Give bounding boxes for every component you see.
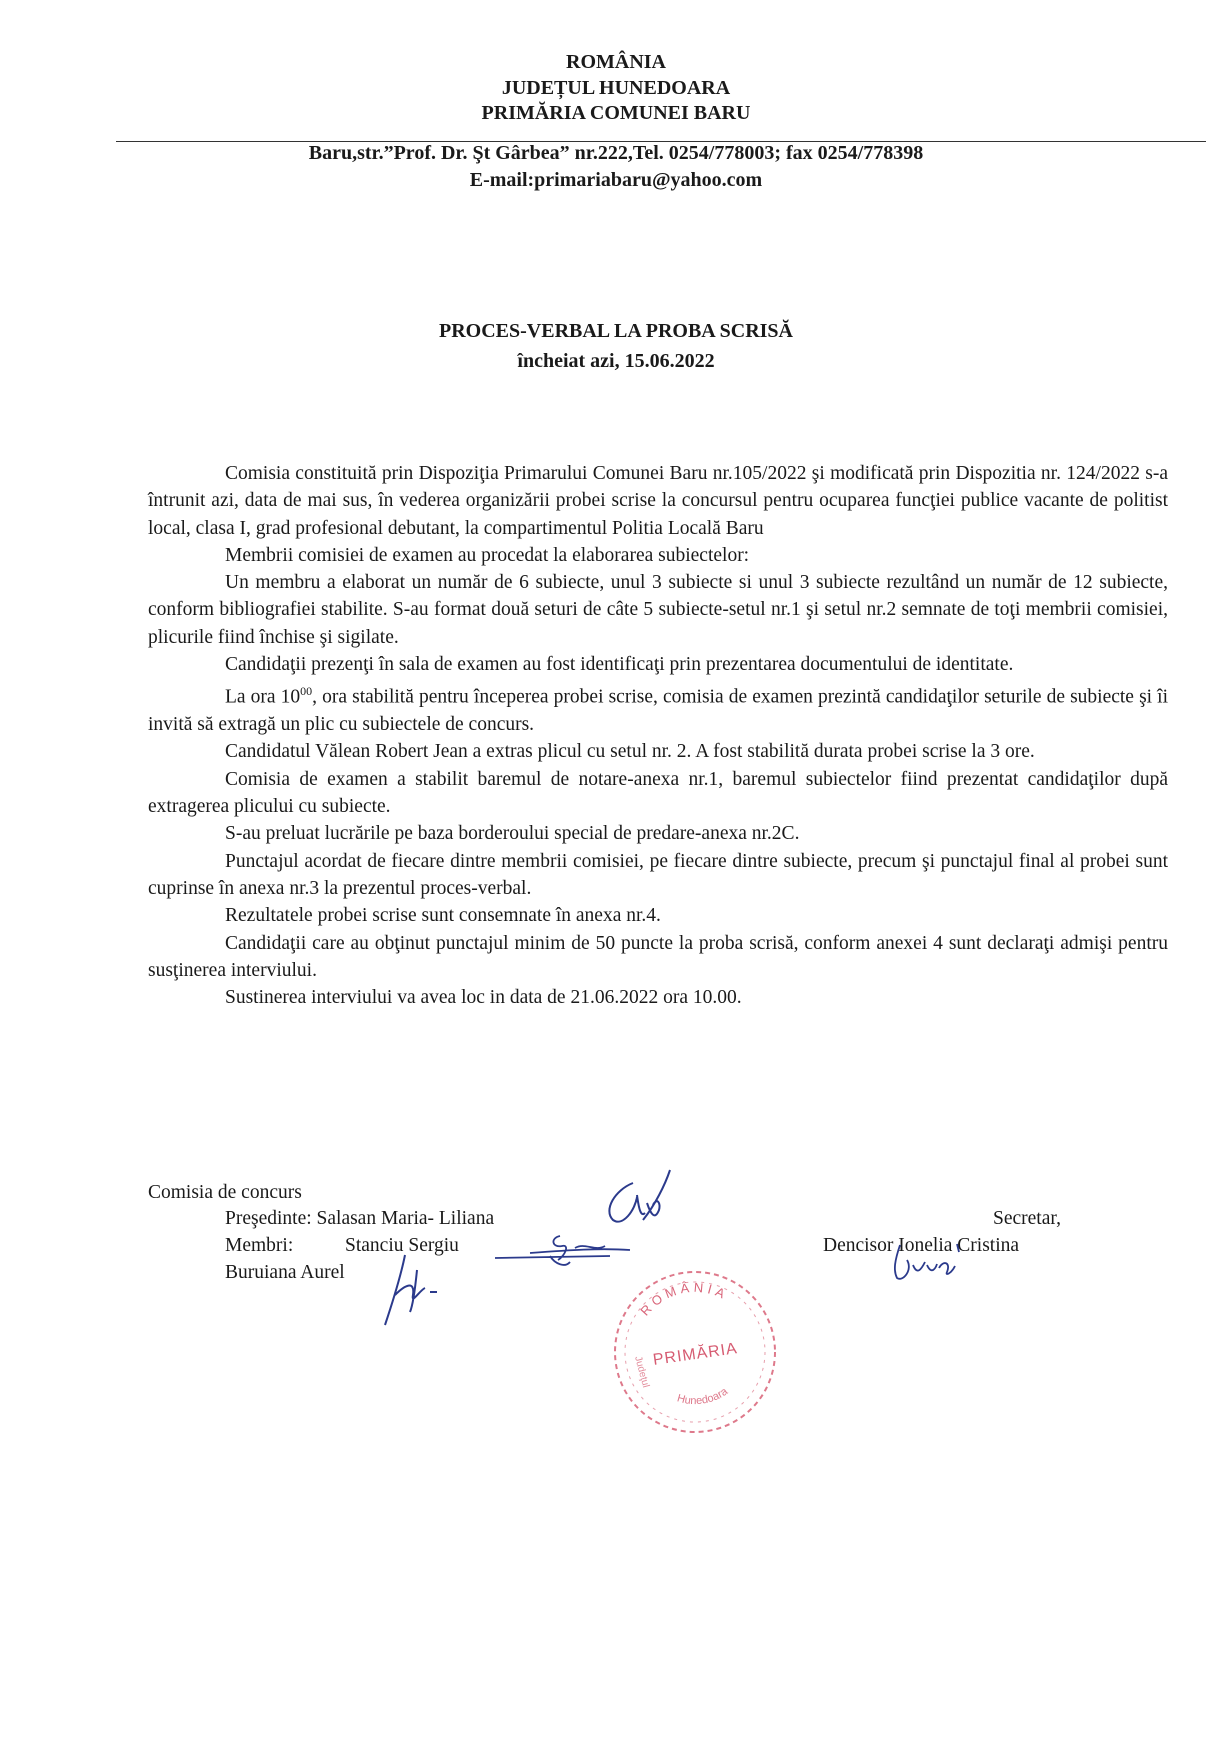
svg-text:Hunedoara: Hunedoara [675, 1385, 731, 1408]
paragraph-8: S-au preluat lucrările pe baza borderoului special de predare-anexa nr.2C. [225, 823, 800, 845]
secretary-signature [885, 1240, 965, 1285]
header-email: E-mail:primariabaru@yahoo.com [469, 169, 763, 191]
paragraph-4: Candidaţii prezenţi în sala de examen au fost identificaţi prin prezentarea documentului de identitate. [225, 654, 1014, 676]
svg-text:Judeţul: Judeţul [632, 1354, 652, 1389]
members-label: Membri: [225, 1235, 294, 1256]
paragraph-2: Membrii comisiei de examen au procedat la elaborarea subiectelor: [225, 544, 750, 566]
paragraph-9: Punctajul acordat de fiecare dintre membrii comisiei, pe fiecare dintre subiecte, precum şi punctajul final al probei sunt cuprinse în anexa nr.3 la prezentul proces-verbal. [148, 850, 1168, 899]
member-2-signature [375, 1250, 450, 1330]
header-institution: PRIMĂRIA COMUNEI BARU [481, 102, 751, 124]
header-county: JUDEȚUL HUNEDOARA [501, 77, 731, 99]
official-stamp [605, 1262, 785, 1442]
document-title: PROCES-VERBAL LA PROBA SCRISĂ [439, 320, 793, 342]
svg-text:PRIMĂRIA: PRIMĂRIA [651, 1340, 739, 1369]
secretary-label: Secretar, [993, 1208, 1061, 1229]
president-line: Preşedinte: Salasan Maria- Liliana [225, 1208, 495, 1229]
header-address: Baru,str.”Prof. Dr. Şt Gârbea” nr.222,Tel. 0254/778003; fax 0254/778398 [308, 142, 924, 164]
svg-text:ROMÂNIA: ROMÂNIA [637, 1279, 731, 1319]
paragraph-10: Rezultatele probei scrise sunt consemnate în anexa nr.4. [225, 905, 661, 927]
document-body [148, 460, 1168, 1011]
paragraph-3: Un membru a elaborat un număr de 6 subiecte, unul 3 subiecte si unul 3 subiecte rezultând un număr de 12 subiecte, conform bibliografiei stabilite. S-au format două seturi de câte 5 subiecte-setul nr.1 şi setul nr.2 semnate de toţi membrii comisiei, plicurile fiind închise şi sigilate. [148, 572, 1168, 648]
paragraph-7: Comisia de examen a stabilit baremul de notare-anexa nr.1, baremul subiectelor fiind prezentat candidaţilor după extragerea plicului cu subiecte. [148, 768, 1168, 818]
paragraph-12: Sustinerea interviului va avea loc in data de 21.06.2022 ora 10.00. [225, 987, 742, 1009]
secretary-name: Dencisor Ionelia Cristina [823, 1235, 1020, 1256]
document-date: încheiat azi, 15.06.2022 [517, 350, 715, 372]
paragraph-1: Comisia constituită prin Dispoziţia Primarului Comunei Baru nr.105/2022 şi modificată prin Dispozitia nr. 124/2022 s-a întrunit azi, data de mai sus, în vederea organizării probei scrise la concursul pentru ocuparea funcţiei publice vacante de politist local, clasa I, grad profesional debutant, la compartimentul Politia Locală Baru [148, 463, 1168, 539]
paragraph-11: Candidaţii care au obţinut punctajul minim de 50 puncte la proba scrisă, conform anexei 4 sunt declaraţi admişi pentru susţinerea interviului. [148, 932, 1168, 981]
superscript-minutes: 00 [300, 684, 313, 699]
paragraph-5: La ora $10^{00}$, ora stabilită pentru începerea probei scrise, comisia de examen prezintă candidaţilor seturile de subiecte şi îi invită să extragă un plic cu subiectele de concurs. [148, 684, 1169, 736]
member-2-name: Buruiana Aurel [225, 1262, 345, 1283]
paragraph-6: Candidatul Vălean Robert Jean a extras plicul cu setul nr. 2. A fost stabilită durata probei scrise la 3 ore. [225, 741, 1035, 763]
commission-label: Comisia de concurs [148, 1182, 302, 1203]
member-1-name: Stanciu Sergiu [345, 1235, 459, 1256]
header-country: ROMÂNIA [566, 51, 666, 73]
